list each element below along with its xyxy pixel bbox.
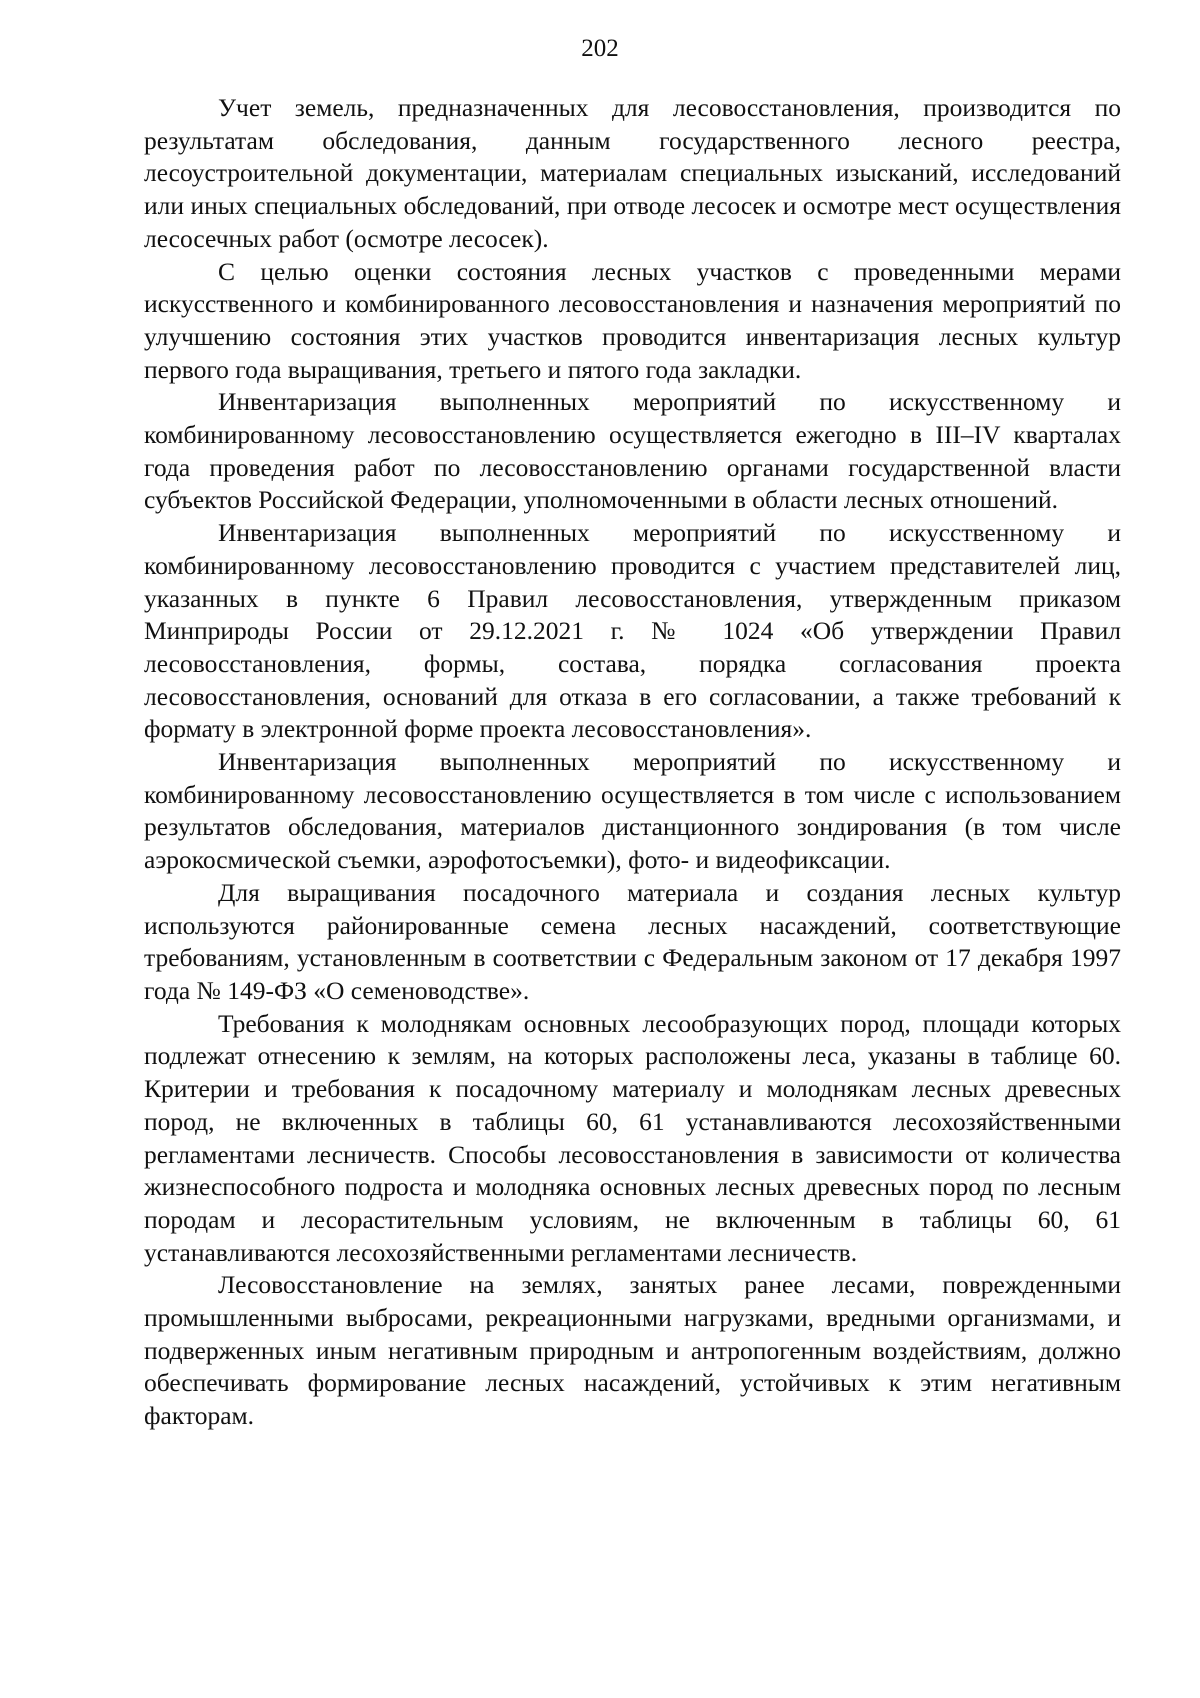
paragraph-inventory-participants: Инвентаризация выполненных мероприятий по искусственному и комбинированному лесовосстановлению проводится с участием представителей лиц, указанных в пункте 6 Правил лесовосстановления, утвержденным приказом Минприроды России от 29.12.2021 г. № 1024 «Об утверждении Правил лесовосстановления, формы, состава, порядка согласования проекта лесовосстановления, оснований для отказа в его согласовании, а также требований к формату в электронной форме проекта лесовосстановления». xyxy=(144,518,1121,744)
paragraph-damaged-lands: Лесовосстановление на землях, занятых ранее лесами, поврежденными промышленными выбросами, рекреационными нагрузками, вредными организмами, и подверженных иным негативным природным и антропогенным воздействиям, должно обеспечивать формирование лесных насаждений, устойчивых к этим негативным факторам. xyxy=(144,1270,1121,1431)
paragraph-inventory-methods: Инвентаризация выполненных мероприятий по искусственному и комбинированному лесовосстановлению осуществляется в том числе с использованием результатов обследования, материалов дистанционного зондирования (в том числе аэрокосмической съемки, аэрофотосъемки), фото- и видеофиксации. xyxy=(144,747,1121,875)
paragraph-young-stand-requirements: Требования к молоднякам основных лесообразующих пород, площади которых подлежат отнесению к землям, на которых расположены леса, указаны в таблице 60. Критерии и требования к посадочному материалу и молоднякам лесных древесных пород, не включенных в таблицы 60, 61 устанавливаются лесохозяйственными регламентами лесничеств. Способы лесовосстановления в зависимости от количества жизнеспособного подроста и молодняка основных лесных древесных пород по лесным породам и лесорастительным условиям, не включенным в таблицы 60, 61 устанавливаются лесохозяйственными регламентами лесничеств. xyxy=(144,1008,1121,1267)
document-body xyxy=(144,92,1121,1433)
paragraph-inventory-purpose: С целью оценки состояния лесных участков с проведенными мерами искусственного и комбинированного лесовосстановления и назначения мероприятий по улучшению состояния этих участков проводится инвентаризация лесных культур первого года выращивания, третьего и пятого года закладки. xyxy=(144,256,1121,384)
paragraph-inventory-schedule: Инвентаризация выполненных мероприятий по искусственному и комбинированному лесовосстановлению осуществляется ежегодно в III–IV кварталах года проведения работ по лесовосстановлению органами государственной власти субъектов Российской Федерации, уполномоченными в области лесных отношений. xyxy=(144,387,1121,515)
paragraph-land-accounting: Учет земель, предназначенных для лесовосстановления, производится по результатам обследования, данным государственного лесного реестра, лесоустроительной документации, материалам специальных изысканий, исследований или иных специальных обследований, при отводе лесосек и осмотре мест осуществления лесосечных работ (осмотре лесосек). xyxy=(144,93,1121,253)
page-number: 202 xyxy=(581,35,619,62)
paragraph-seeds: Для выращивания посадочного материала и создания лесных культур используются районированные семена лесных насаждений, соответствующие требованиям, установленным в соответствии с Федеральным законом от 17 декабря 1997 года № 149-ФЗ «О семеноводстве». xyxy=(144,877,1121,1005)
